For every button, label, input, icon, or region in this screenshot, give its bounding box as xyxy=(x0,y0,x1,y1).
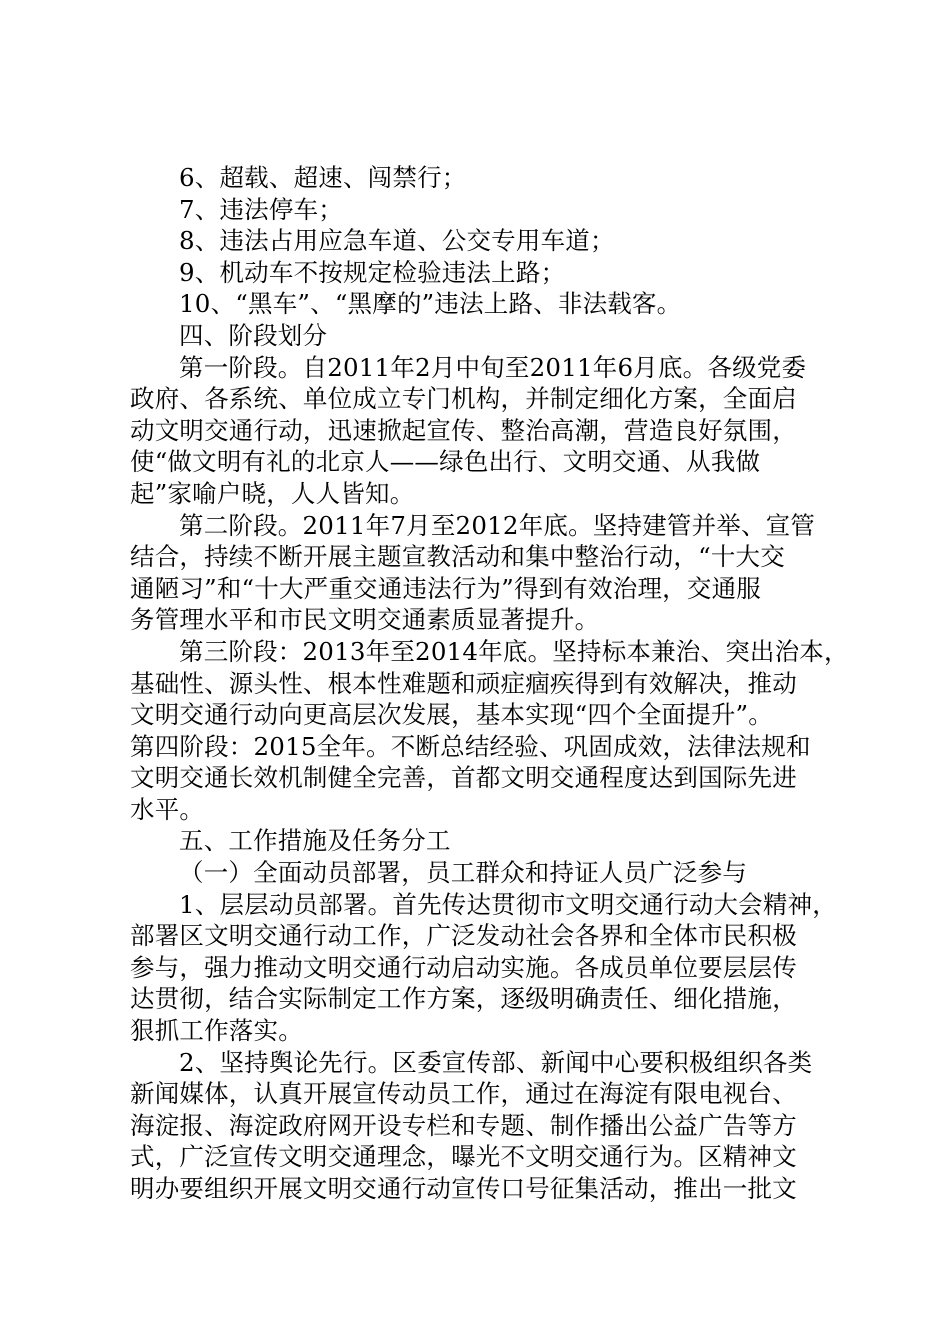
text-line: （一）全面动员部署，员工群众和持证人员广泛参与 xyxy=(179,858,748,888)
text-line: 式，广泛宣传文明交通理念，曝光不文明交通行为。区精神文 xyxy=(130,1142,797,1172)
text-line: 使“做文明有礼的北京人——绿色出行、文明交通、从我做 xyxy=(130,447,761,477)
text-line: 第四阶段：2015全年。不断总结经验、巩固成效，法律法规和 xyxy=(130,731,811,761)
text-line: 达贯彻，结合实际制定工作方案，逐级明确责任、细化措施， xyxy=(130,984,797,1014)
text-line: 四、阶段划分 xyxy=(179,320,328,350)
text-line: 2、坚持舆论先行。区委宣传部、新闻中心要积极组织各类 xyxy=(179,1047,813,1077)
text-line: 通陋习”和“十大严重交通违法行为”得到有效治理，交通服 xyxy=(130,573,761,603)
text-line: 五、工作措施及任务分工 xyxy=(179,826,451,856)
text-line: 基础性、源头性、根本性难题和顽症痼疾得到有效解决，推动 xyxy=(130,668,797,698)
text-line: 1、层层动员部署。首先传达贯彻市文明交通行动大会精神， xyxy=(179,889,837,919)
text-line: 结合，持续不断开展主题宣教活动和集中整治行动，“十大交 xyxy=(130,542,785,572)
text-line: 起”家喻户晓，人人皆知。 xyxy=(130,478,415,508)
text-line: 政府、各系统、单位成立专门机构，并制定细化方案，全面启 xyxy=(130,384,797,414)
text-line: 第三阶段：2013年至2014年底。坚持标本兼治、突出治本， xyxy=(179,636,849,666)
text-line: 明办要组织开展文明交通行动宣传口号征集活动，推出一批文 xyxy=(130,1174,797,1203)
text-line: 狠抓工作落实。 xyxy=(130,1016,303,1046)
text-line: 10、“黑车”、“黑摩的”违法上路、非法载客。 xyxy=(179,289,682,319)
text-line: 文明交通行动向更高层次发展，基本实现“四个全面提升”。 xyxy=(130,700,773,730)
text-line: 参与，强力推动文明交通行动启动实施。各成员单位要层层传 xyxy=(130,952,797,982)
text-line: 部署区文明交通行动工作，广泛发动社会各界和全体市民积极 xyxy=(130,921,797,951)
text-line: 水平。 xyxy=(130,794,205,824)
text-line: 第一阶段。自2011年2月中旬至2011年6月底。各级党委 xyxy=(179,352,807,382)
document-body xyxy=(130,162,849,1205)
text-line: 文明交通长效机制健全完善，首都文明交通程度达到国际先进 xyxy=(130,763,797,793)
text-line: 第二阶段。2011年7月至2012年底。坚持建管并举、宣管 xyxy=(179,510,816,540)
text-line: 务管理水平和市民文明交通素质显著提升。 xyxy=(130,605,600,635)
text-line: 6、超载、超速、闯禁行； xyxy=(179,163,467,192)
text-line: 7、违法停车； xyxy=(179,194,343,224)
text-line: 海淀报、海淀政府网开设专栏和专题、制作播出公益广告等方 xyxy=(130,1110,797,1140)
text-line: 新闻媒体，认真开展宣传动员工作，通过在海淀有限电视台、 xyxy=(130,1079,797,1109)
text-line: 9、机动车不按规定检验违法上路； xyxy=(179,257,566,287)
text-line: 8、违法占用应急车道、公交专用车道； xyxy=(179,226,615,256)
text-line: 动文明交通行动，迅速掀起宣传、整治高潮，营造良好氛围， xyxy=(130,415,797,445)
